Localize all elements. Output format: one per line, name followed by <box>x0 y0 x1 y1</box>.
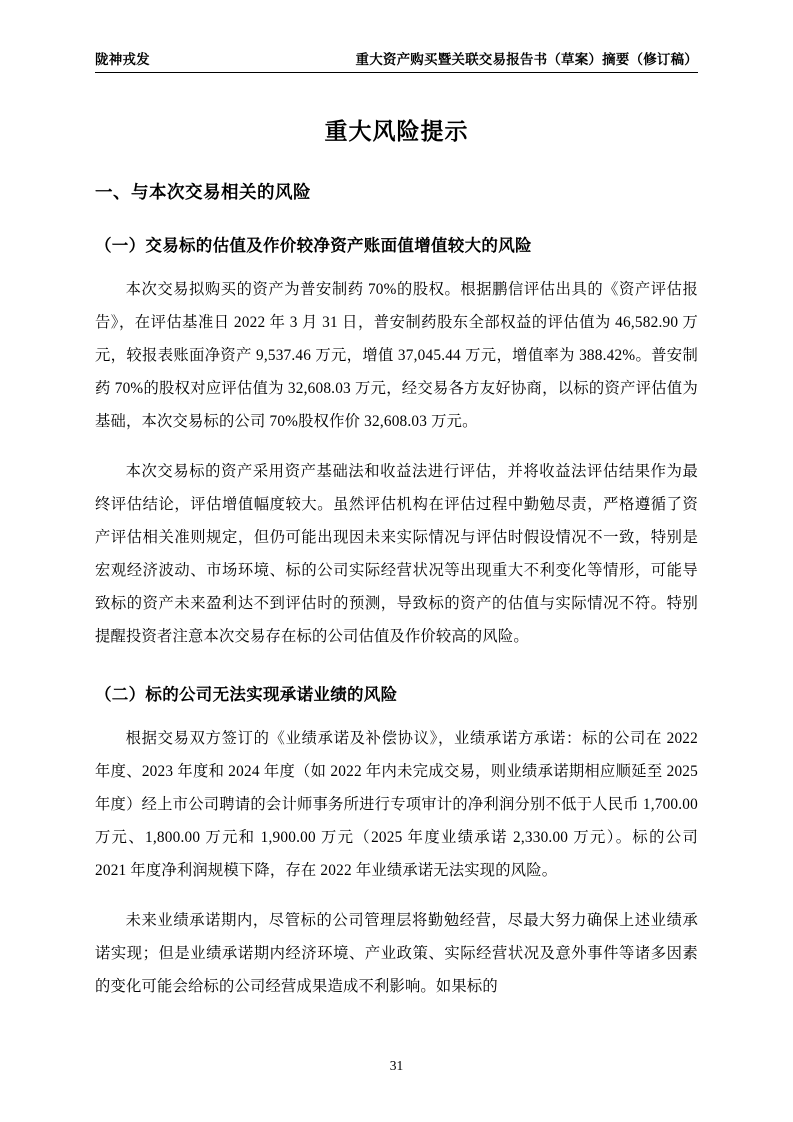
subsection-heading-2: （二）标的公司无法实现承诺业绩的风险 <box>95 685 398 704</box>
page-title: 重大风险提示 <box>324 119 469 144</box>
section-heading-1: 一、与本次交易相关的风险 <box>95 182 311 202</box>
header-document-title: 重大资产购买暨关联交易报告书（草案）摘要（修订稿） <box>355 52 698 67</box>
page-content <box>95 48 698 1082</box>
header-company-name: 陇神戎发 <box>95 52 150 67</box>
paragraph: 未来业绩承诺期内，尽管标的公司管理层将勤勉经营，尽最大努力确保上述业绩承诺实现；但是业绩承诺期内经济环境、产业政策、实际经营状况及意外事件等诸多因素的变化可能会给标的公司经营成果造成不利影响。如果标的 <box>95 912 698 995</box>
paragraph: 根据交易双方签订的《业绩承诺及补偿协议》，业绩承诺方承诺：标的公司在 2022 年度、2023 年度和 2024 年度（如 2022 年内未完成交易，则业绩承诺期相应顺延至 2025 年度）经上市公司聘请的会计师事务所进行专项审计的净利润分别不低于人民币 1,700.00 万元、1,800.00 万元和 1,900.00 万元（2025 年度业绩承诺 2,330.00 万元）。标的公司 2021 年度净利润规模下降，存在 2022 年业绩承诺无法实现的风险。 <box>95 730 698 879</box>
subsection-heading-1: （一）交易标的估值及作价较净资产账面值增值较大的风险 <box>95 236 532 255</box>
page-header <box>95 48 698 73</box>
paragraph: 本次交易标的资产采用资产基础法和收益法进行评估，并将收益法评估结果作为最终评估结论，评估增值幅度较大。虽然评估机构在评估过程中勤勉尽责，严格遵循了资产评估相关准则规定，但仍可能出现因未来实际情况与评估时假设情况不一致，特别是宏观经济波动、市场环境、标的公司实际经营状况等出现重大不利变化等情形，可能导致标的资产未来盈利达不到评估时的预测，导致标的资产的估值与实际情况不符。特别提醒投资者注意本次交易存在标的公司估值及作价较高的风险。 <box>95 463 698 645</box>
page-number: 31 <box>389 1058 404 1073</box>
paragraph: 本次交易拟购买的资产为普安制药 70%的股权。根据鹏信评估出具的《资产评估报告》，在评估基准日 2022 年 3 月 31 日，普安制药股东全部权益的评估值为 46,582.90 万元，较报表账面净资产 9,537.46 万元，增值 37,045.44 万元，增值率为 388.42%。普安制药 70%的股权对应评估值为 32,608.03 万元，经交易各方友好协商，以标的资产评估值为基础，本次交易标的公司 70%股权作价 32,608.03 万元。 <box>95 281 698 430</box>
